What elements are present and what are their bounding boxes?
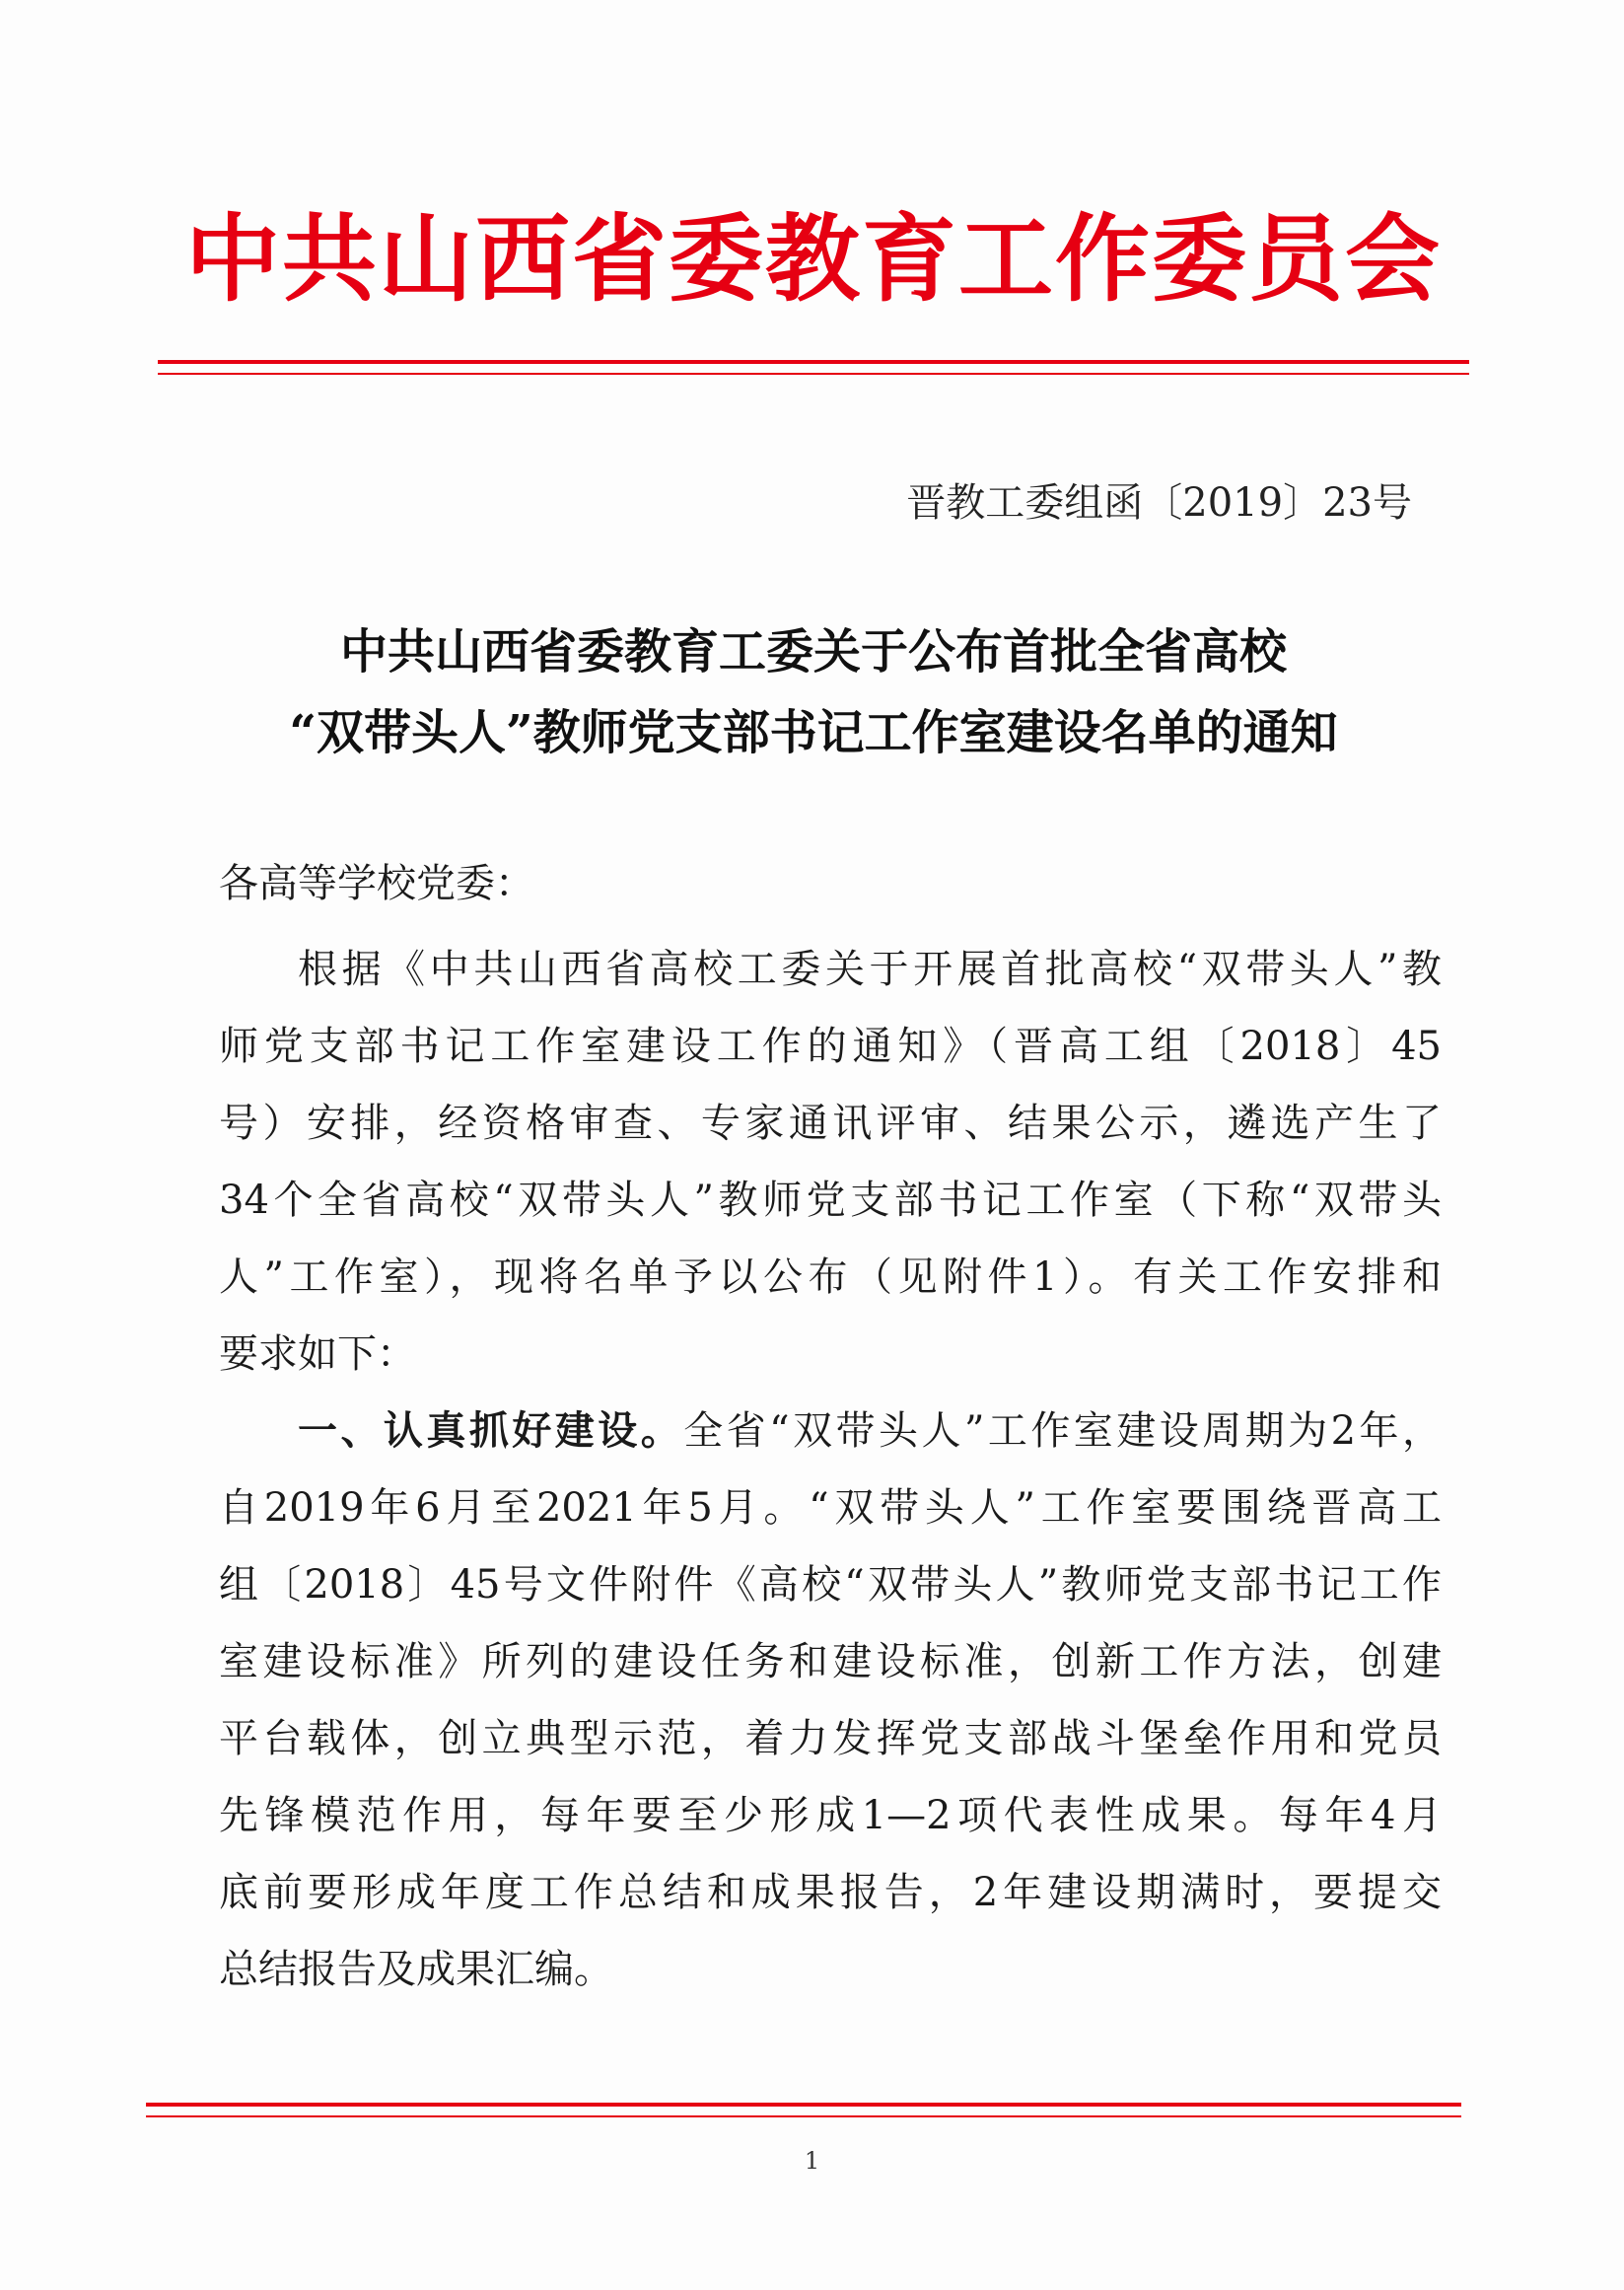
section-1-line: 总结报告及成果汇编。 <box>219 1947 613 1992</box>
document-title-line-2: “双带头人”教师党支部书记工作室建设名单的通知 <box>289 705 1338 760</box>
footer-rule-thin <box>146 2115 1461 2117</box>
paragraph-1-line: 号）安排，经资格审查、专家通讯评审、结果公示，遴选产生了 <box>219 1101 1442 1146</box>
paragraph-1-line: 要求如下： <box>219 1331 416 1377</box>
section-1-heading: 一、认真抓好建设。 <box>298 1408 684 1454</box>
paragraph-1-line: 师党支部书记工作室建设工作的通知》（晋高工组〔2018〕45 <box>219 1024 1442 1069</box>
salutation: 各高等学校党委： <box>219 861 534 906</box>
section-1-line: 组〔2018〕45号文件附件《高校“双带头人”教师党支部书记工作 <box>219 1562 1442 1608</box>
section-1-line: 室建设标准》所列的建设任务和建设标准，创新工作方法，创建 <box>219 1639 1442 1684</box>
section-1-line: 自2019年6月至2021年5月。“双带头人”工作室要围绕晋高工 <box>219 1485 1442 1531</box>
page-number: 1 <box>804 2147 820 2175</box>
masthead-title: 中共山西省委教育工作委员会 <box>185 203 1442 315</box>
paragraph-1-line: 34个全省高校“双带头人”教师党支部书记工作室（下称“双带头 <box>219 1178 1442 1223</box>
masthead-rule-thin <box>158 373 1469 375</box>
section-1-first-line <box>219 1393 1442 1469</box>
section-1-first-line-text: 全省“双带头人”工作室建设周期为2年， <box>683 1408 1442 1454</box>
section-1-line: 平台载体，创立典型示范，着力发挥党支部战斗堡垒作用和党员 <box>219 1716 1442 1761</box>
paragraph-1-line: 人”工作室），现将名单予以公布（见附件1）。有关工作安排和 <box>219 1254 1442 1300</box>
document-title-line-1: 中共山西省委教育工委关于公布首批全省高校 <box>339 624 1287 680</box>
masthead-rule-thick <box>158 360 1469 364</box>
document-body <box>219 931 1442 2008</box>
document-number: 晋教工委组函〔2019〕23号 <box>906 480 1412 526</box>
paragraph-1-line: 根据《中共山西省高校工委关于开展首批高校“双带头人”教 <box>298 947 1442 992</box>
section-1-line: 底前要形成年度工作总结和成果报告，2年建设期满时，要提交 <box>219 1870 1442 1915</box>
footer-rule-thick <box>146 2103 1461 2107</box>
section-1-line: 先锋模范作用，每年要至少形成1—2项代表性成果。每年4月 <box>219 1793 1442 1838</box>
